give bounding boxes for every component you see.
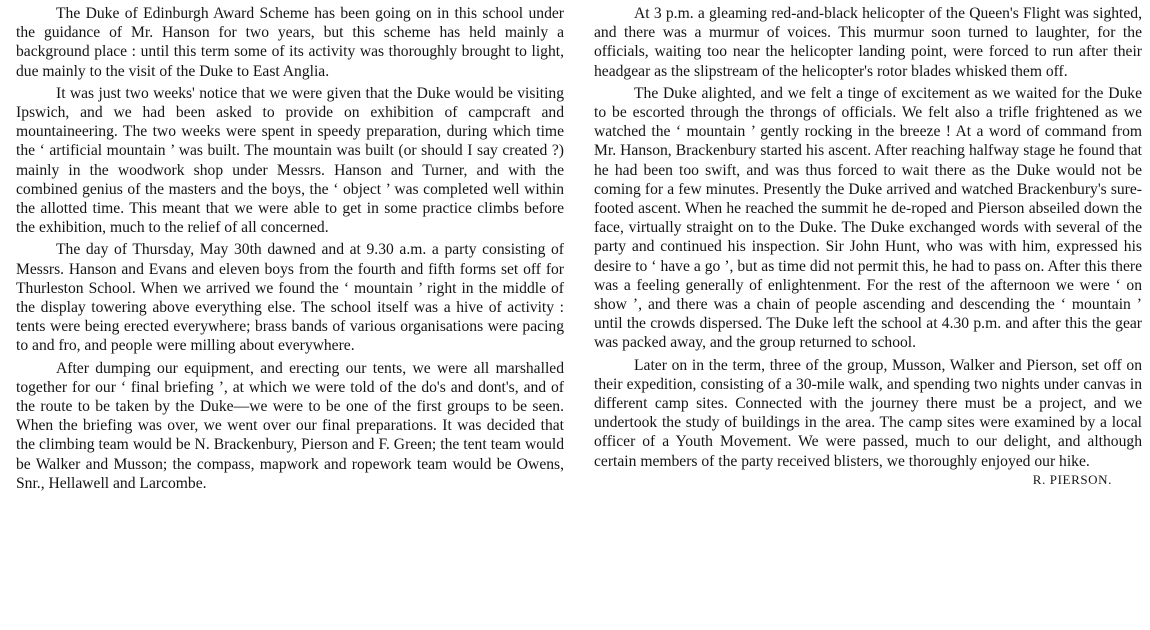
paragraph-award-scheme-intro: The Duke of Edinburgh Award Scheme has been going on in this school under the guidance of Mr. Hanson for two years, but this scheme has held mainly a background place : until this term some of its activity was thoroughly brought to light, due mainly to the visit of the Duke to East Anglia. [16,5,564,80]
paragraph-expedition: Later on in the term, three of the group, Musson, Walker and Pierson, set off on their expedition, consisting of a 30-mile walk, and spending two nights under canvas in different camp sites. Connected with the journey there must be a project, and we undertook the study of buildings in the area. The camp sites were examined by a local officer of a Youth Movement. We were passed, much to our delight, and although certain members of the party received blisters, we thoroughly enjoyed our hike. [594,356,1142,470]
paragraph-preparation: It was just two weeks' notice that we were given that the Duke would be visiting Ipswich, and we had been asked to provide on exhibition of campcraft and mountaineering. The two weeks were spent in speedy preparation, during which time the ‘ artificial mountain ’ was built. The mountain was built (or should I say created ?) mainly in the woodwork shop under Messrs. Hanson and Turner, and with the combined genius of the masters and the boys, the ‘ object ’ was completed well within the allotted time. This meant that we were able to get in some practice climbs before the exhibition, much to the relief of all concerned. [16,84,564,237]
paragraph-thursday-arrival: The day of Thursday, May 30th dawned and at 9.30 a.m. a party consisting of Messrs. Hanson and Evans and eleven boys from the fourth and fifth forms set off for Thurleston School. When we arrived we found the ‘ mountain ’ right in the middle of the display towering above everything else. The school itself was a hive of activity : tents were being erected everywhere; brass bands of various organisations were pacing to and fro, and people were milling about everywhere. [16,241,564,355]
paragraph-helicopter: At 3 p.m. a gleaming red-and-black helicopter of the Queen's Flight was sighted, and there was a murmur of voices. This murmur soon turned to laughter, for the officials, waiting too near the helicopter landing point, were forced to run after their headgear as the slipstream of the helicopter's rotor blades whisked them off. [594,5,1142,80]
left-column [16,4,564,630]
paragraph-final-briefing: After dumping our equipment, and erecting our tents, we were all marshalled together for our ‘ final briefing ’, at which we were told of the do's and dont's, and of the route to be taken by the Duke—we were to be one of the first groups to be seen. When the briefing was over, we went over our final preparations. It was decided that the climbing team would be N. Brackenbury, Pierson and F. Green; the tent team would be Walker and Musson; the compass, mapwork and ropework team would be Owens, Snr., Hellawell and Larcombe. [16,359,564,492]
right-column [594,4,1142,630]
author-signature: R. PIERSON. [1032,471,1112,487]
paragraph-duke-visit: The Duke alighted, and we felt a tinge of excitement as we waited for the Duke to be escorted through the throngs of officials. We felt also a trifle frightened as we watched the ‘ mountain ’ gently rocking in the breeze ! At a word of command from Mr. Hanson, Brackenbury started his ascent. After reaching halfway stage he found that he had been too swift, and was thus forced to wait there as the Duke would not be coming for a few minutes. Presently the Duke arrived and watched Brackenbury's sure-footed ascent. When he reached the summit he de-roped and Pierson abseiled down the face, virtually straight on to the Duke. The Duke exchanged words with several of the party and continued his inspection. Sir John Hunt, who was with him, expressed his desire to ‘ have a go ’, but as time did not permit this, he had to pass on. After this there was a feeling generally of enlightenment. For the rest of the afternoon we were ‘ on show ’, and there was a chain of people ascending and descending the ‘ mountain ’ until the crowds dispersed. The Duke left the school at 4.30 p.m. and after this the gear was packed away, and the group returned to school. [594,84,1142,352]
